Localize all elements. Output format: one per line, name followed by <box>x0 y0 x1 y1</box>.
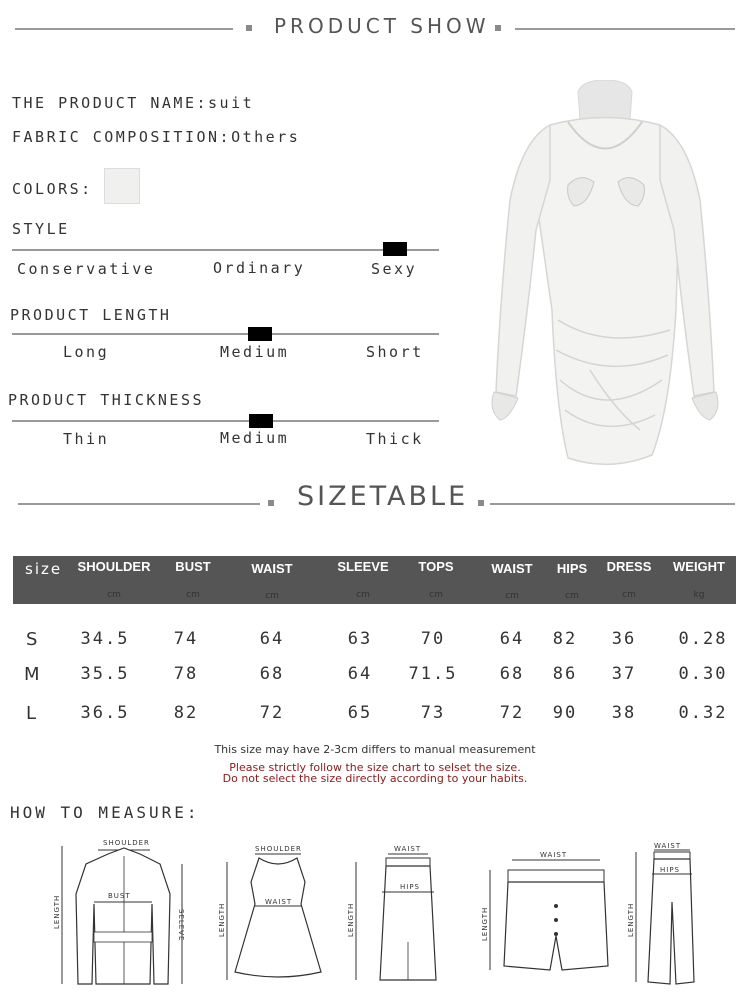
header-dot-right <box>495 25 501 31</box>
shoulder-label: SHOULDER <box>255 845 302 853</box>
unit-dress: cm <box>622 590 636 600</box>
length-option-medium: Medium <box>220 343 290 361</box>
style-title: STYLE <box>12 220 70 238</box>
table-cell: 71.5 <box>408 664 458 684</box>
sizetable-rule-left <box>18 503 260 505</box>
size-note: This size may have 2-3cm differs to manual measurement <box>214 743 536 756</box>
product-show-title: PRODUCT SHOW <box>274 14 490 38</box>
style-option-conservative: Conservative <box>17 260 156 278</box>
table-cell: 0.30 <box>678 664 728 684</box>
unit-waist-2: cm <box>505 591 519 601</box>
unit-waist: cm <box>265 591 279 601</box>
thickness-title: PRODUCT THICKNESS <box>8 391 205 409</box>
shoulder-label: SHOULDER <box>103 839 150 847</box>
table-cell: 90 <box>552 703 578 723</box>
header-dot-left <box>246 25 252 31</box>
thickness-option-thick: Thick <box>366 430 424 448</box>
table-cell: 73 <box>420 703 446 723</box>
table-cell: 72 <box>499 703 525 723</box>
thickness-option-thin: Thin <box>63 430 110 448</box>
length-label: LENGTH <box>218 902 226 937</box>
unit-tops: cm <box>429 590 443 600</box>
thickness-option-medium: Medium <box>220 429 290 447</box>
size-warning-1: Please strictly follow the size chart to selset the size. <box>229 761 521 774</box>
table-cell: 72 <box>259 703 285 723</box>
length-scale-line <box>12 333 439 335</box>
unit-shoulder: cm <box>107 590 121 600</box>
length-title: PRODUCT LENGTH <box>10 306 172 324</box>
style-option-ordinary: Ordinary <box>213 259 306 277</box>
hips-label: HIPS <box>660 866 680 874</box>
size-column-header: size <box>25 560 63 578</box>
unit-weight: kg <box>693 590 705 600</box>
waist-label: WAIST <box>540 851 568 859</box>
measure-diagram-shorts <box>476 846 616 976</box>
seleve-label: SELEVE <box>177 909 185 942</box>
th-sleeve: SLEEVE <box>337 559 389 574</box>
measure-diagram-jacket <box>48 834 198 994</box>
size-row-label-s: S <box>26 629 38 650</box>
table-cell: 70 <box>420 629 446 649</box>
th-waist-2: WAIST <box>491 561 533 576</box>
bust-label: BUST <box>108 892 131 900</box>
table-cell: 36 <box>611 629 637 649</box>
style-selected-marker <box>383 242 407 256</box>
measure-diagram-dress <box>213 842 323 992</box>
length-label: LENGTH <box>347 902 355 937</box>
th-weight: WEIGHT <box>673 559 725 574</box>
th-waist: WAIST <box>251 561 293 576</box>
fabric-value: Others <box>231 128 301 146</box>
product-name <box>12 94 254 112</box>
measure-diagram-pants <box>624 842 704 992</box>
table-cell: 37 <box>611 664 637 684</box>
sizetable-dot-left <box>268 500 274 506</box>
sizetable-dot-right <box>478 500 484 506</box>
table-cell: 64 <box>499 629 525 649</box>
table-cell: 0.32 <box>678 703 728 723</box>
how-to-measure-title: HOW TO MEASURE: <box>10 803 200 822</box>
product-name-value: suit <box>208 94 255 112</box>
waist-label: WAIST <box>265 898 293 906</box>
header-rule-left <box>15 28 233 30</box>
table-cell: 65 <box>347 703 373 723</box>
sizetable-title: SIZETABLE <box>297 481 469 512</box>
header-rule-right <box>515 28 735 30</box>
length-label: LENGTH <box>481 906 489 941</box>
th-hips: HIPS <box>556 561 588 576</box>
waist-label: WAIST <box>654 842 682 850</box>
table-cell: 64 <box>259 629 285 649</box>
size-row-label-l: L <box>26 703 37 724</box>
style-option-sexy: Sexy <box>371 260 418 278</box>
length-label: LENGTH <box>627 902 635 937</box>
table-cell: 38 <box>611 703 637 723</box>
color-swatch-white[interactable] <box>104 168 140 204</box>
waist-label: WAIST <box>394 845 422 853</box>
table-cell: 64 <box>347 664 373 684</box>
table-cell: 0.28 <box>678 629 728 649</box>
th-bust: BUST <box>175 559 211 574</box>
table-cell: 36.5 <box>80 703 130 723</box>
th-dress: DRESS <box>606 559 652 574</box>
length-label: LENGTH <box>53 894 61 929</box>
size-row-label-m: M <box>24 664 40 685</box>
table-cell: 34.5 <box>80 629 130 649</box>
fabric-label: FABRIC COMPOSITION: <box>12 128 232 146</box>
table-cell: 82 <box>173 703 199 723</box>
table-cell: 86 <box>552 664 578 684</box>
table-cell: 63 <box>347 629 373 649</box>
unit-bust: cm <box>186 590 200 600</box>
th-shoulder: SHOULDER <box>77 559 151 574</box>
table-cell: 78 <box>173 664 199 684</box>
hips-label: HIPS <box>400 883 420 891</box>
table-cell: 74 <box>173 629 199 649</box>
length-option-short: Short <box>366 343 424 361</box>
sizetable-rule-right <box>490 503 735 505</box>
product-name-label: THE PRODUCT NAME: <box>12 94 209 112</box>
length-option-long: Long <box>63 343 110 361</box>
unit-hips: cm <box>565 591 579 601</box>
table-cell: 82 <box>552 629 578 649</box>
table-cell: 68 <box>259 664 285 684</box>
style-scale-line <box>12 249 439 251</box>
unit-sleeve: cm <box>356 590 370 600</box>
length-selected-marker <box>248 327 272 341</box>
product-photo <box>470 80 740 470</box>
measure-diagram-skirt <box>342 842 442 992</box>
table-cell: 68 <box>499 664 525 684</box>
table-cell: 35.5 <box>80 664 130 684</box>
colors-label: COLORS: <box>12 180 93 198</box>
size-warning-2: Do not select the size directly according to your habits. <box>222 772 528 785</box>
th-tops: TOPS <box>418 559 454 574</box>
thickness-scale-line <box>12 420 439 422</box>
fabric-composition <box>12 128 300 146</box>
thickness-selected-marker <box>249 414 273 428</box>
